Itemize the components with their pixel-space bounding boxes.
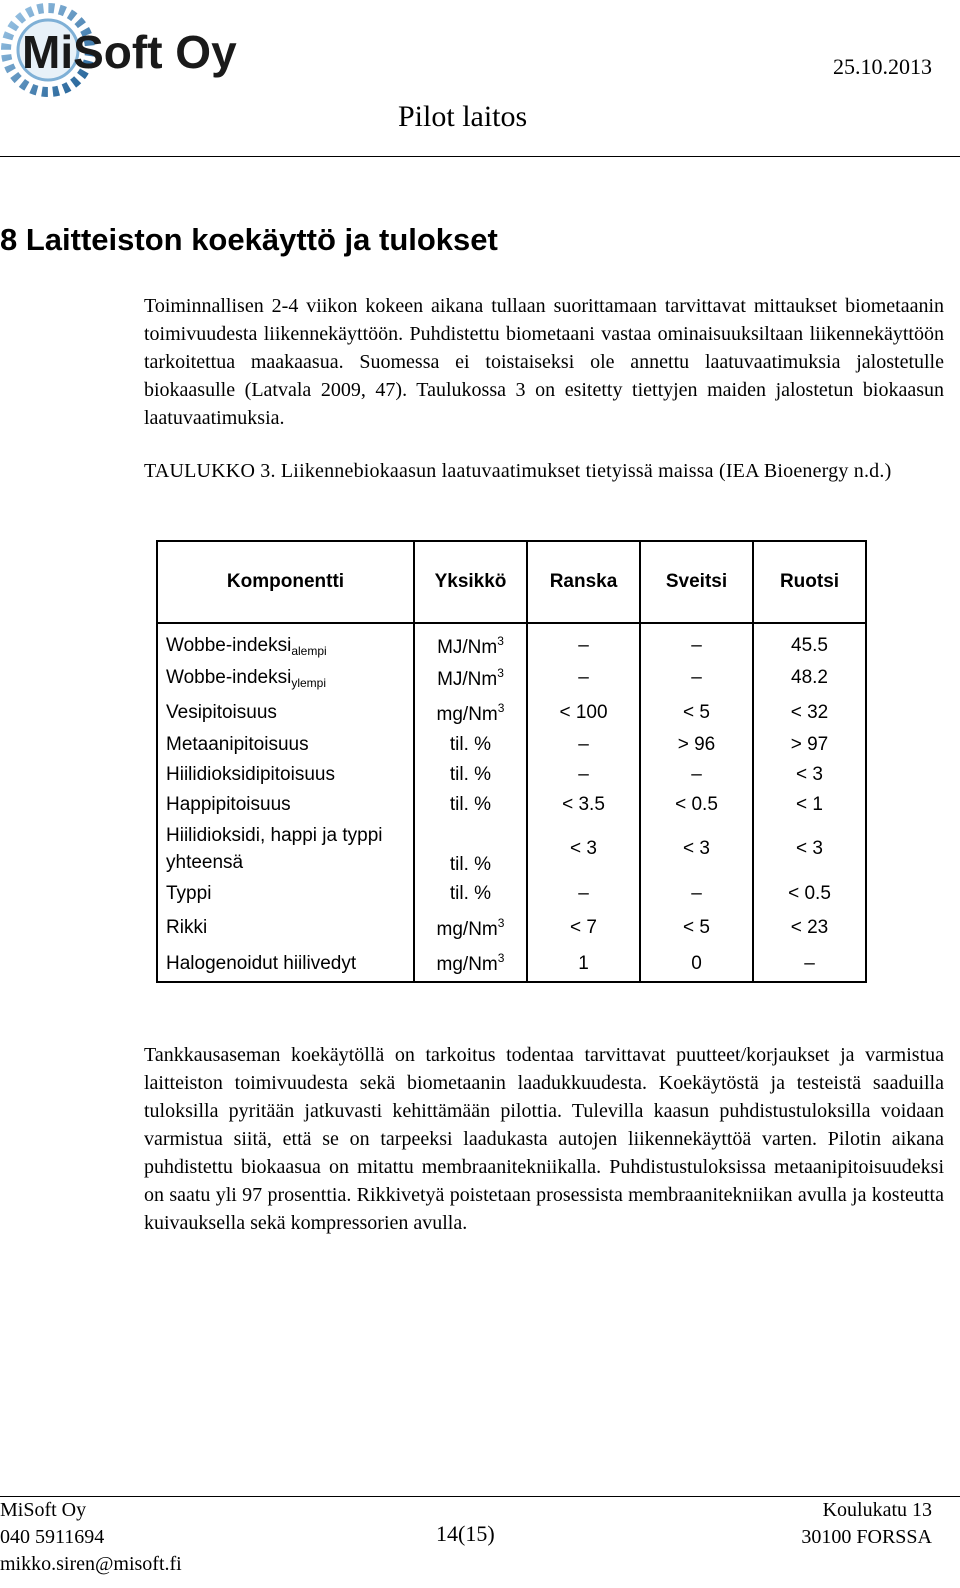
unit-cell: mg/Nm$^3$ bbox=[414, 696, 527, 730]
company-logo bbox=[0, 2, 270, 102]
component-cell: Rikki bbox=[157, 910, 414, 946]
footer-address bbox=[801, 1497, 932, 1551]
header-title: Pilot laitos bbox=[398, 100, 528, 133]
footer-email[interactable]: mikko.siren@misoft.fi bbox=[0, 1553, 182, 1575]
page-number: 14(15) bbox=[436, 1521, 495, 1546]
france-cell: 1 bbox=[527, 946, 640, 982]
table-row bbox=[157, 910, 866, 946]
table-header-row bbox=[157, 541, 866, 623]
france-cell: – bbox=[527, 760, 640, 790]
france-cell: < 3 bbox=[527, 820, 640, 878]
results-paragraph: Tankkausaseman koekäytöllä on tarkoitus todentaa tarvittavat puutteet/korjaukset ja varmistua laitteiston toimivuudesta sekä biometaanin laadukkuudesta. Koekäytöstä ja testeistä saaduilla tuloksilla pyritään jatkuvasti kehittämään pilottia. Tulevilla kaasun puhdistustuloksilla voidaan varmistua siitä, että se on tarpeeksi laadukasta autojen liikennekäyttöä varten. Pilotin aikana puhdistettu biokaasua on mitattu membraanitekniikalla. Puhdistustuloksissa metaanipitoisuudeksi on saatu yli 97 prosenttia. Rikkivetyä poistetaan prosessista membraanitekniikan avulla ja kosteutta kuivauksella sekä kompressorien avulla. bbox=[144, 1044, 944, 1234]
unit-cell: MJ/Nm$^3$ bbox=[414, 660, 527, 696]
header-component: Komponentti bbox=[157, 541, 414, 623]
component-cell: Typpi bbox=[157, 878, 414, 910]
unit-cell: til. % bbox=[414, 878, 527, 910]
header-divider bbox=[0, 156, 960, 157]
switzerland-cell: – bbox=[640, 760, 753, 790]
switzerland-cell: – bbox=[640, 623, 753, 660]
document-date: 25.10.2013 bbox=[833, 54, 932, 79]
sweden-cell: < 32 bbox=[753, 696, 866, 730]
header-unit: Yksikkö bbox=[414, 541, 527, 623]
table-row bbox=[157, 878, 866, 910]
table-caption: TAULUKKO 3. Liikennebiokaasun laatuvaatimukset tietyissä maissa (IEA Bioenergy n.d.) bbox=[144, 460, 892, 482]
france-cell: < 7 bbox=[527, 910, 640, 946]
switzerland-cell: < 5 bbox=[640, 696, 753, 730]
logo-graphic bbox=[0, 2, 270, 102]
table-row bbox=[157, 696, 866, 730]
france-cell: < 3.5 bbox=[527, 790, 640, 820]
logo-text: MiSoft Oy bbox=[22, 26, 237, 78]
header-sweden: Ruotsi bbox=[753, 541, 866, 623]
component-cell: Metaanipitoisuus bbox=[157, 730, 414, 760]
footer-contact bbox=[0, 1497, 182, 1578]
unit-cell: MJ/Nm$^3$ bbox=[414, 623, 527, 660]
sweden-cell: < 23 bbox=[753, 910, 866, 946]
sweden-cell: > 97 bbox=[753, 730, 866, 760]
component-cell: Happipitoisuus bbox=[157, 790, 414, 820]
unit-cell: til. % bbox=[414, 820, 527, 878]
sweden-cell: < 3 bbox=[753, 760, 866, 790]
table-row bbox=[157, 820, 866, 878]
unit-cell: til. % bbox=[414, 760, 527, 790]
component-cell: Halogenoidut hiilivedyt bbox=[157, 946, 414, 982]
france-cell: – bbox=[527, 660, 640, 696]
section-heading: 8 Laitteiston koekäyttö ja tulokset bbox=[0, 222, 498, 257]
footer-street: Koulukatu 13 bbox=[822, 1499, 932, 1521]
footer-phone: 040 5911694 bbox=[0, 1526, 105, 1548]
switzerland-cell: – bbox=[640, 878, 753, 910]
france-cell: – bbox=[527, 623, 640, 660]
component-cell: Hiilidioksidi, happi ja typpi yhteensä bbox=[157, 820, 414, 878]
france-cell: < 100 bbox=[527, 696, 640, 730]
sweden-cell: < 1 bbox=[753, 790, 866, 820]
component-cell: Hiilidioksidipitoisuus bbox=[157, 760, 414, 790]
sweden-cell: 45.5 bbox=[753, 623, 866, 660]
header-france: Ranska bbox=[527, 541, 640, 623]
header-switzerland: Sveitsi bbox=[640, 541, 753, 623]
switzerland-cell: – bbox=[640, 660, 753, 696]
switzerland-cell: < 0.5 bbox=[640, 790, 753, 820]
switzerland-cell: 0 bbox=[640, 946, 753, 982]
footer-company: MiSoft Oy bbox=[0, 1499, 87, 1521]
component-cell: Vesipitoisuus bbox=[157, 696, 414, 730]
table-row bbox=[157, 946, 866, 982]
table-row bbox=[157, 730, 866, 760]
switzerland-cell: < 3 bbox=[640, 820, 753, 878]
sweden-cell: – bbox=[753, 946, 866, 982]
component-cell: Wobbe-indeksi$_{ylempi}$ bbox=[157, 660, 414, 696]
unit-cell: til. % bbox=[414, 730, 527, 760]
table-row bbox=[157, 760, 866, 790]
footer-city: 30100 FORSSA bbox=[801, 1526, 932, 1548]
intro-paragraph: Toiminnallisen 2-4 viikon kokeen aikana tullaan suorittamaan tarvittavat mittaukset biometaanin toimivuudesta liikennekäyttöön. Puhdistettu biometaani vastaa ominaisuuksiltaan liikennekäyttöön tarkoitettua maakaasua. Suomessa ei toistaiseksi ole annettu laatuvaatimuksia jalostetulle biokaasulle (Latvala 2009, 47). Taulukossa 3 on esitetty tiettyjen maiden jalostetun biokaasun laatuvaatimuksia. bbox=[144, 295, 944, 429]
table-row bbox=[157, 660, 866, 696]
france-cell: – bbox=[527, 730, 640, 760]
table-row bbox=[157, 790, 866, 820]
component-cell: Wobbe-indeksi$_{alempi}$ bbox=[157, 623, 414, 660]
requirements-table bbox=[156, 540, 867, 983]
sweden-cell: < 3 bbox=[753, 820, 866, 878]
table-row bbox=[157, 623, 866, 660]
unit-cell: mg/Nm$^3$ bbox=[414, 910, 527, 946]
unit-cell: til. % bbox=[414, 790, 527, 820]
sweden-cell: < 0.5 bbox=[753, 878, 866, 910]
france-cell: – bbox=[527, 878, 640, 910]
sweden-cell: 48.2 bbox=[753, 660, 866, 696]
switzerland-cell: < 5 bbox=[640, 910, 753, 946]
switzerland-cell: > 96 bbox=[640, 730, 753, 760]
unit-cell: mg/Nm$^3$ bbox=[414, 946, 527, 982]
